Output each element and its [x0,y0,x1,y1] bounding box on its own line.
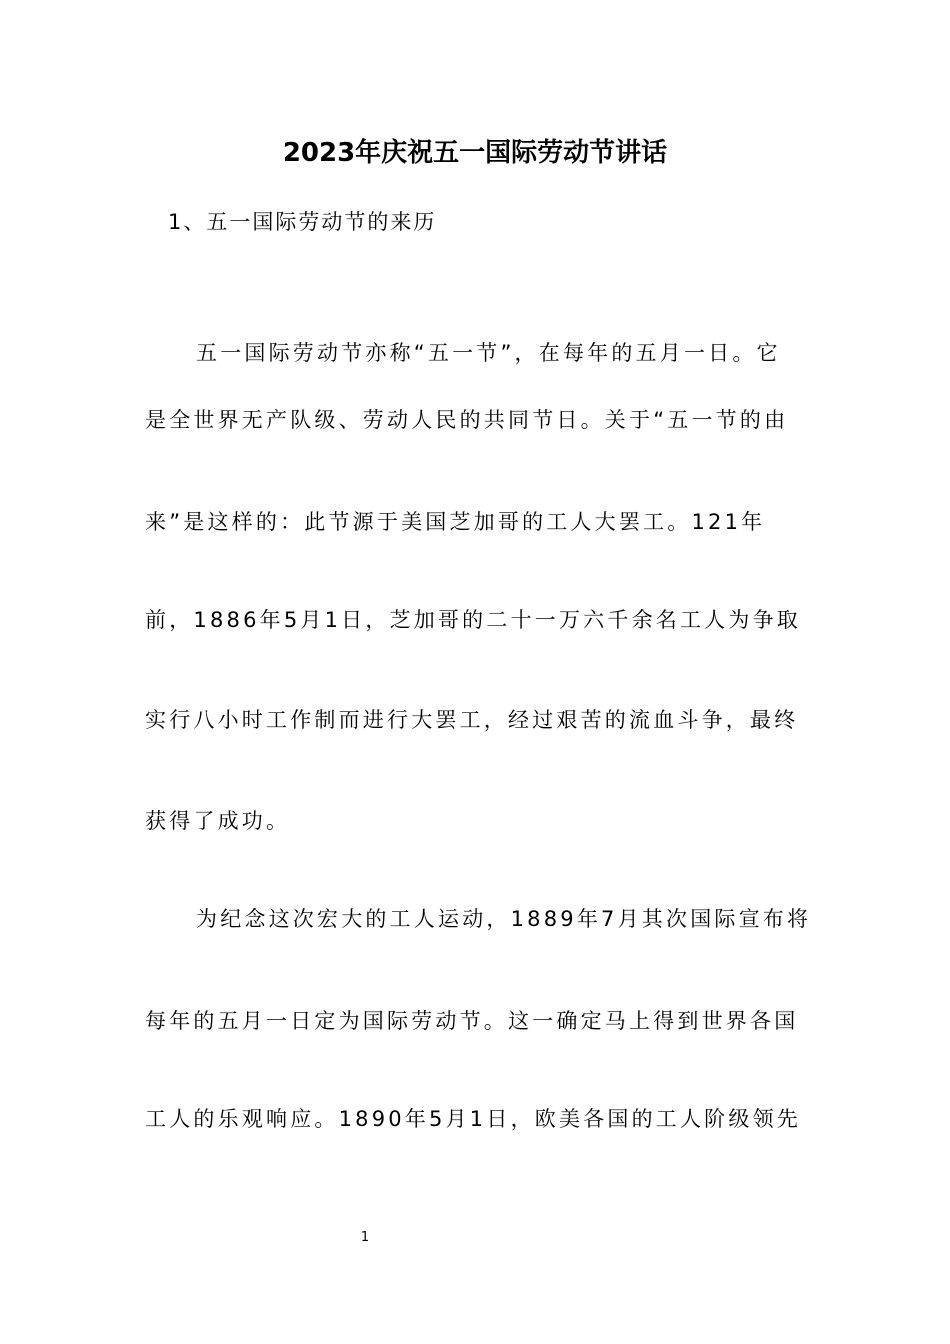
paragraph-line: 为纪念这次宏大的工人运动，1889年7月其次国际宣布将 [196,907,812,931]
section-heading: 1、五一国际劳动节的来历 [168,210,437,234]
paragraph-line: 来”是这样的：此节源于美国芝加哥的工人大罢工。121年 [145,510,766,534]
paragraph-line: 前，1886年5月1日，芝加哥的二十一万六千余名工人为争取 [145,608,801,632]
paragraph-line: 每年的五月一日定为国际劳动节。这一确定马上得到世界各国 [145,1009,799,1033]
paragraph-line: 实行八小时工作制而进行大罢工，经过艰苦的流血斗争，最终 [145,708,799,732]
paragraph-line: 是全世界无产队级、劳动人民的共同节日。关于“五一节的由 [145,408,789,432]
paragraph-line: 工人的乐观响应。1890年5月1日，欧美各国的工人阶级领先 [145,1107,801,1131]
paragraph-line: 五一国际劳动节亦称“五一节”，在每年的五月一日。它 [196,341,781,365]
paragraph-line: 获得了成功。 [145,809,291,833]
page-number: 1 [360,1230,370,1245]
document-title: 2023年庆祝五一国际劳动节讲话 [282,138,668,168]
